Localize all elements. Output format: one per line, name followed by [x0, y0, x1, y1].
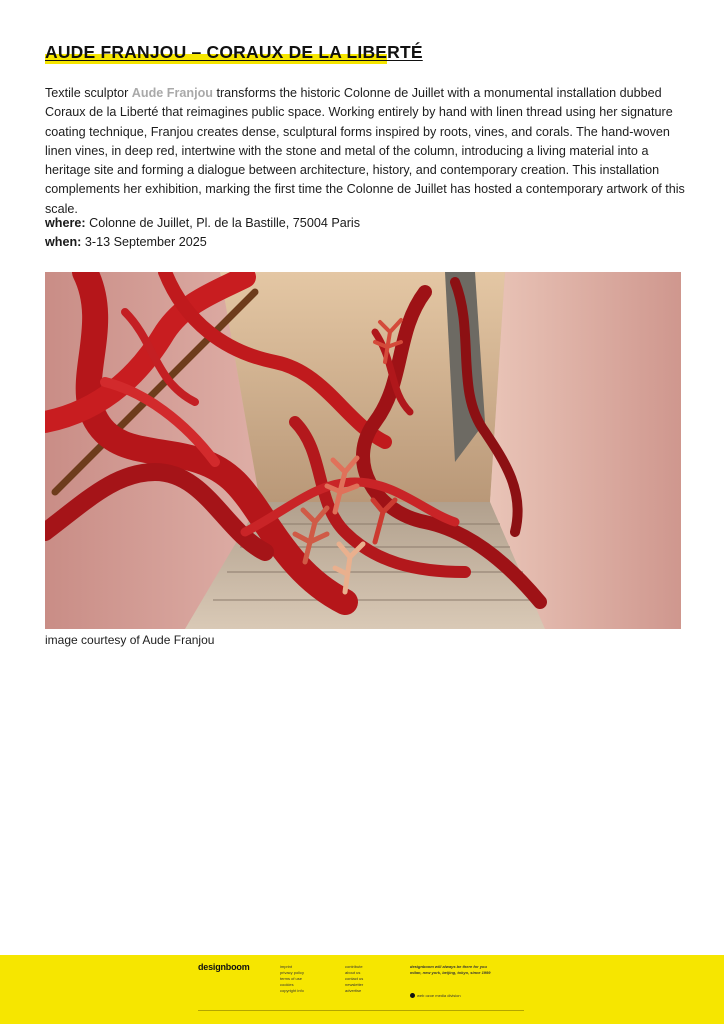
tagline-line-2: milan, new york, beijing, tokyo, since 1999: [410, 970, 491, 975]
footer-tagline: [410, 964, 490, 976]
footer-link-about[interactable]: about us: [345, 970, 361, 975]
body-text-start: Textile sculptor: [45, 86, 132, 100]
when-label: when:: [45, 235, 82, 249]
footer-link-newsletter[interactable]: newsletter: [345, 982, 364, 987]
image-caption: image courtesy of Aude Franjou: [45, 633, 215, 647]
when-value: 3-13 September 2025: [81, 235, 207, 249]
footer-link-copyright[interactable]: copyright info: [280, 988, 304, 993]
installation-photo: [45, 272, 681, 629]
body-text-rest: transforms the historic Colonne de Juillet with a monumental installation dubbed Coraux de la Liberté that reimagines public space. Working entirely by hand with linen thread using her signature coating technique, Franjou creates dense, sculptural forms inspired by roots, vines, and corals. The hand-woven linen vines, in deep red, intertwine with the stone and metal of the column, introducing a living material into a heritage site and forming a dialogue between architecture, history, and contemporary creation. This installation complements her exhibition, marking the first time the Colonne de Juillet has hosted a contemporary artwork of this scale.: [45, 86, 685, 216]
when-line: [45, 233, 360, 252]
title-block: [45, 42, 423, 66]
footer-link-terms[interactable]: terms of use: [280, 976, 303, 981]
network-logo-icon: [410, 993, 415, 998]
footer-link-cookies[interactable]: cookies: [280, 982, 294, 987]
designboom-logo[interactable]: designboom: [198, 962, 250, 972]
footer-link-privacy[interactable]: privacy policy: [280, 970, 305, 975]
event-meta: [45, 214, 360, 252]
where-label: where:: [45, 216, 86, 230]
article-body: [45, 84, 685, 219]
page-footer: [0, 955, 724, 1024]
where-value: Colonne de Juillet, Pl. de la Bastille, 75004 Paris: [85, 216, 361, 230]
footer-links-info: [345, 964, 363, 994]
article-title: AUDE FRANJOU – CORAUX DE LA LIBERTÉ: [45, 42, 423, 62]
where-line: [45, 214, 360, 233]
footer-link-contribute[interactable]: contribute: [345, 964, 363, 969]
media-network: [410, 993, 461, 998]
artist-link[interactable]: Aude Franjou: [131, 86, 213, 100]
footer-divider: [198, 1010, 524, 1011]
network-label: web ozoe media division: [417, 993, 461, 998]
footer-link-advertise[interactable]: advertise: [345, 988, 362, 993]
tagline-line-1: designboom will always be there for you: [410, 964, 487, 969]
footer-link-imprint[interactable]: imprint: [280, 964, 293, 969]
footer-link-contact[interactable]: contact us: [345, 976, 364, 981]
footer-links-legal: [280, 964, 304, 994]
